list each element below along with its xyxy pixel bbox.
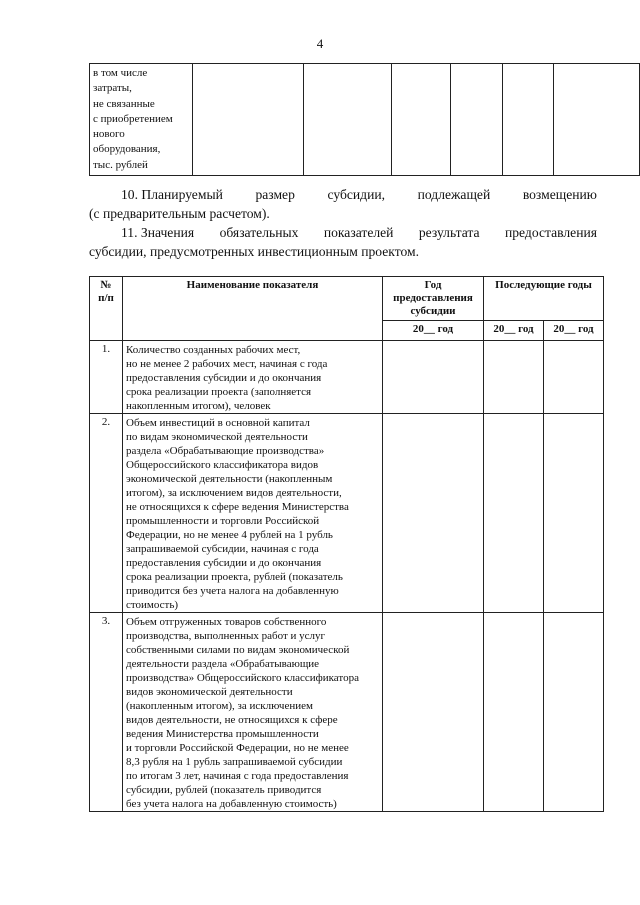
cell-line: с приобретением bbox=[93, 112, 173, 125]
cell-line: субсидии, рублей (показатель приводится bbox=[126, 784, 322, 796]
value-cell bbox=[544, 341, 604, 414]
row-number: 2. bbox=[90, 414, 123, 613]
header-line: Год bbox=[424, 279, 442, 291]
cell-line: но не менее 2 рабочих мест, начиная с года bbox=[126, 358, 328, 370]
cell-line: ведения Министерства промышленности bbox=[126, 728, 319, 740]
cell-line: срока реализации проекта (заполняется bbox=[126, 386, 312, 398]
cell-line: не относящихся к сфере ведения Министерства bbox=[126, 501, 349, 513]
word: 10. Планируемый bbox=[121, 187, 223, 202]
cell-line: срока реализации проекта, рублей (показатель bbox=[126, 571, 343, 583]
cell-line: Федерации, но не менее 4 рублей на 1 рубль bbox=[126, 529, 333, 541]
word: субсидии, bbox=[327, 187, 386, 202]
cell-line: видов деятельности, не относящихся к сфере bbox=[126, 714, 338, 726]
table-row bbox=[90, 341, 604, 414]
cell-line: предоставления субсидии и до окончания bbox=[126, 557, 322, 569]
paragraph-11-line-2: субсидии, предусмотренных инвестиционным проектом. bbox=[89, 244, 419, 259]
indicators-table bbox=[89, 276, 604, 812]
value-cell bbox=[383, 613, 484, 812]
cell-line: Общероссийского классификатора видов bbox=[126, 459, 319, 471]
indicator-name bbox=[123, 613, 383, 812]
paragraph-10-line-2: (с предварительным расчетом). bbox=[89, 206, 270, 221]
cell-line: и торговли Российской Федерации, но не менее bbox=[126, 742, 349, 754]
cell-line: в том числе bbox=[93, 67, 148, 79]
cell-line: тыс. рублей bbox=[93, 158, 148, 171]
cell-line: собственными силами по видам экономической bbox=[126, 644, 350, 656]
cell-line: 8,3 рубля на 1 рубль запрашиваемой субсидии bbox=[126, 756, 343, 768]
header-line: субсидии bbox=[410, 305, 456, 317]
year-cell: 20__ год bbox=[544, 321, 604, 341]
header-name: Наименование показателя bbox=[123, 277, 383, 341]
header-line: предоставления bbox=[393, 292, 473, 304]
indicator-name bbox=[123, 414, 383, 613]
indicator-cell bbox=[90, 64, 193, 176]
word: показателей bbox=[323, 225, 394, 240]
header-num bbox=[90, 277, 123, 341]
word: подлежащей bbox=[417, 187, 491, 202]
empty-cell bbox=[450, 64, 502, 176]
cell-line: Объем отгруженных товаров собственного bbox=[126, 616, 327, 628]
cell-line: без учета налога на добавленную стоимость) bbox=[126, 798, 337, 810]
cell-line: запрашиваемой субсидии, начиная с года bbox=[126, 543, 319, 555]
cell-line: приводится без учета налога на добавленную bbox=[126, 585, 339, 597]
value-cell bbox=[383, 414, 484, 613]
cell-line: деятельности раздела «Обрабатывающие bbox=[126, 658, 320, 670]
word: обязательных bbox=[219, 225, 299, 240]
cell-line: не связанные bbox=[93, 97, 155, 110]
indicator-name bbox=[123, 341, 383, 414]
empty-cell bbox=[554, 64, 640, 176]
cell-line: производства» Общероссийского классификатора bbox=[126, 672, 359, 684]
header-year-provision bbox=[383, 277, 484, 321]
header-following-years: Последующие годы bbox=[484, 277, 604, 321]
table-row bbox=[90, 613, 604, 812]
cell-line: по итогам 3 лет, начиная с года предоставления bbox=[126, 770, 349, 782]
cell-line: (накопленным итогом), за исключением bbox=[126, 700, 313, 712]
cell-line: раздела «Обрабатывающие производства» bbox=[126, 445, 325, 457]
cell-line: промышленности и торговли Российской bbox=[126, 515, 320, 527]
cell-line: накопленным итогом), человек bbox=[126, 400, 271, 412]
year-cell: 20__ год bbox=[484, 321, 544, 341]
empty-cell bbox=[304, 64, 392, 176]
page-number: 4 bbox=[316, 36, 324, 51]
cell-line: видов экономической деятельности bbox=[126, 686, 293, 698]
empty-cell bbox=[193, 64, 304, 176]
value-cell bbox=[383, 341, 484, 414]
word: возмещению bbox=[522, 187, 597, 202]
header-line: п/п bbox=[98, 292, 114, 304]
cell-line: экономической деятельности (накопленным bbox=[126, 473, 333, 485]
year-cell: 20__ год bbox=[383, 321, 484, 341]
word: предоставления bbox=[504, 225, 597, 240]
empty-cell bbox=[502, 64, 553, 176]
word: результата bbox=[418, 225, 480, 240]
row-number: 3. bbox=[90, 613, 123, 812]
continuation-table bbox=[89, 63, 640, 176]
cell-line: стоимость) bbox=[126, 599, 179, 611]
paragraph-10-line-1 bbox=[121, 185, 597, 204]
table-row bbox=[90, 414, 604, 613]
header-row bbox=[90, 277, 604, 321]
cell-line: Количество созданных рабочих мест, bbox=[126, 344, 301, 356]
value-cell bbox=[484, 414, 544, 613]
cell-line: Объем инвестиций в основной капитал bbox=[126, 417, 310, 429]
cell-line: затраты, bbox=[93, 82, 132, 95]
value-cell bbox=[484, 341, 544, 414]
word: 11. Значения bbox=[121, 225, 195, 240]
cell-line: оборудования, bbox=[93, 143, 161, 156]
empty-cell bbox=[391, 64, 450, 176]
cell-line: итогом), за исключением видов деятельности, bbox=[126, 487, 342, 499]
header-line: № bbox=[100, 279, 112, 291]
table-row bbox=[90, 64, 640, 176]
value-cell bbox=[484, 613, 544, 812]
cell-line: производства, выполненных работ и услуг bbox=[126, 630, 326, 642]
cell-line: предоставления субсидии и до окончания bbox=[126, 372, 322, 384]
value-cell bbox=[544, 613, 604, 812]
value-cell bbox=[544, 414, 604, 613]
cell-line: по видам экономической деятельности bbox=[126, 431, 308, 443]
row-number: 1. bbox=[90, 341, 123, 414]
word: размер bbox=[255, 187, 295, 202]
cell-line: нового bbox=[93, 128, 125, 141]
paragraph-11-line-1 bbox=[121, 223, 597, 242]
